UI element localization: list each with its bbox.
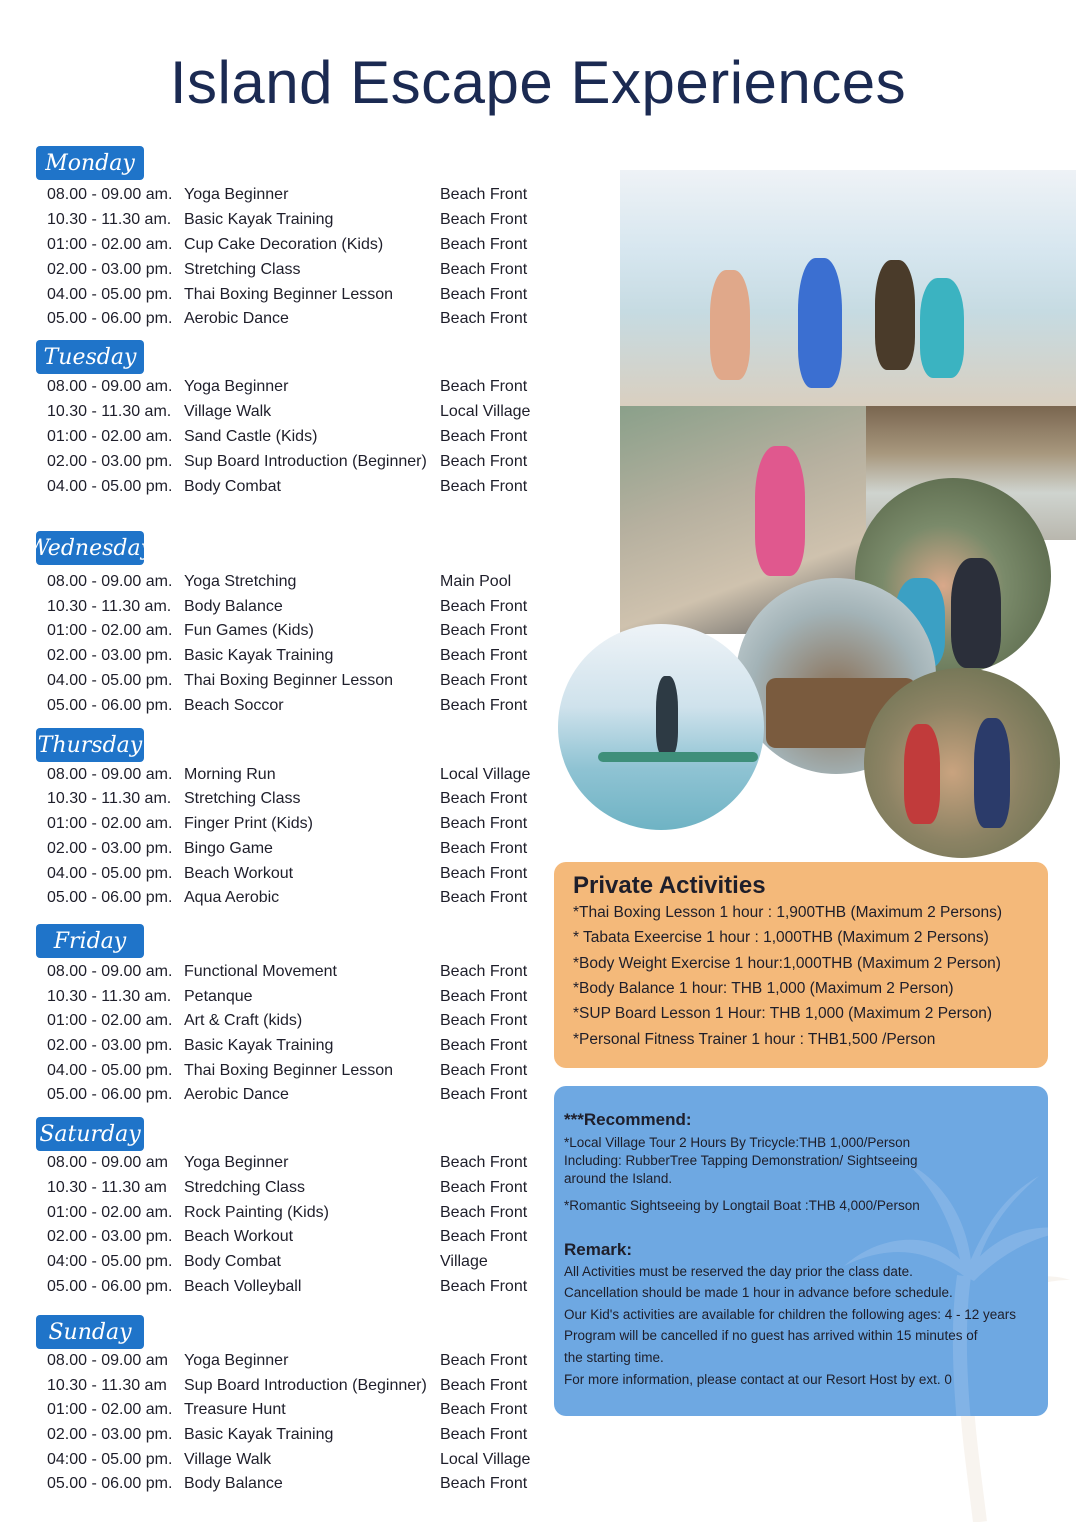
row-activity: Yoga Beginner — [184, 186, 289, 203]
row-location: Beach Front — [440, 1377, 528, 1394]
row-location: Beach Front — [440, 865, 528, 882]
row-activity: Body Combat — [184, 478, 281, 495]
recommend-remark-box — [554, 1086, 1048, 1416]
row-time: 02.00 - 03.00 pm. — [47, 647, 173, 664]
recommend-heading: ***Recommend: — [564, 1110, 692, 1129]
row-activity: Stredching Class — [184, 1179, 305, 1196]
row-activity: Basic Kayak Training — [184, 647, 334, 664]
schedule-row — [0, 573, 560, 597]
remark-line: Cancellation should be made 1 hour in advance before schedule. — [564, 1285, 953, 1300]
day-badge-wednesday: Wednesday — [36, 531, 144, 565]
row-activity: Beach Workout — [184, 865, 294, 882]
schedule-row — [0, 963, 560, 987]
row-location: Beach Front — [440, 672, 528, 689]
row-activity: Yoga Beginner — [184, 1154, 289, 1171]
row-time: 05.00 - 06.00 pm. — [47, 310, 173, 327]
schedule-row — [0, 1037, 560, 1061]
recommend-tour-line: around the Island. — [564, 1171, 673, 1186]
row-time: 10.30 - 11.30 am. — [47, 403, 172, 420]
row-location: Beach Front — [440, 647, 528, 664]
row-activity: Thai Boxing Beginner Lesson — [184, 286, 394, 303]
row-time: 04:00 - 05.00 pm. — [47, 1253, 173, 1270]
recommend-tour-line: *Local Village Tour 2 Hours By Tricycle:THB 1,000/Person — [564, 1135, 911, 1150]
row-time: 08.00 - 09.00 am. — [47, 573, 173, 590]
row-location: Beach Front — [440, 622, 528, 639]
row-time: 08.00 - 09.00 am. — [47, 766, 173, 783]
row-activity: Stretching Class — [184, 261, 301, 278]
row-activity: Functional Movement — [184, 963, 337, 980]
row-activity: Yoga Stretching — [184, 573, 297, 590]
row-time: 04.00 - 05.00 pm. — [47, 672, 173, 689]
row-activity: Beach Soccor — [184, 697, 284, 714]
schedule-row — [0, 1086, 560, 1110]
schedule-row — [0, 622, 560, 646]
schedule-row — [0, 1278, 560, 1302]
row-location: Beach Front — [440, 889, 528, 906]
row-time: 04.00 - 05.00 pm. — [47, 1062, 173, 1079]
row-time: 04:00 - 05.00 pm. — [47, 1451, 173, 1468]
row-activity: Body Balance — [184, 1475, 283, 1492]
schedule-row — [0, 840, 560, 864]
row-location: Beach Front — [440, 186, 528, 203]
row-location: Beach Front — [440, 478, 528, 495]
page-title: Island Escape Experiences — [169, 49, 907, 116]
row-time: 08.00 - 09.00 am. — [47, 186, 173, 203]
schedule-row — [0, 236, 560, 260]
row-activity: Sand Castle (Kids) — [184, 428, 318, 445]
row-time: 05.00 - 06.00 pm. — [47, 889, 173, 906]
schedule-row — [0, 1401, 560, 1425]
row-location: Beach Front — [440, 286, 528, 303]
row-time: 02.00 - 03.00 pm. — [47, 1228, 173, 1245]
schedule-row — [0, 1451, 560, 1475]
row-time: 04.00 - 05.00 pm. — [47, 865, 173, 882]
recommend-tour-line: Including: RubberTree Tapping Demonstration/ Sightseeing — [564, 1153, 918, 1168]
row-activity: Petanque — [184, 988, 253, 1005]
row-location: Beach Front — [440, 1475, 528, 1492]
schedule-row — [0, 889, 560, 913]
row-activity: Basic Kayak Training — [184, 1037, 334, 1054]
private-activities-heading: Private Activities — [573, 872, 766, 899]
schedule-row — [0, 378, 560, 402]
row-location: Village — [440, 1253, 488, 1270]
schedule-row — [0, 815, 560, 839]
schedule-row — [0, 598, 560, 622]
schedule-row — [0, 1377, 560, 1401]
private-activity-item: * Tabata Exeercise 1 hour : 1,000THB (Maximum 2 Persons) — [573, 929, 989, 946]
schedule-row — [0, 1253, 560, 1277]
day-badge-monday: Monday — [36, 146, 144, 180]
schedule-row — [0, 186, 560, 210]
row-time: 10.30 - 11.30 am — [47, 1179, 167, 1196]
schedule-row — [0, 403, 560, 427]
row-activity: Morning Run — [184, 766, 276, 783]
row-activity: Basic Kayak Training — [184, 1426, 334, 1443]
row-location: Beach Front — [440, 1086, 528, 1103]
photo-figure — [755, 446, 805, 576]
row-location: Beach Front — [440, 236, 528, 253]
row-location: Local Village — [440, 403, 531, 420]
schedule-row — [0, 211, 560, 235]
photo-figure — [951, 558, 1001, 668]
schedule-row — [0, 1012, 560, 1036]
row-activity: Body Combat — [184, 1253, 281, 1270]
row-activity: Thai Boxing Beginner Lesson — [184, 1062, 394, 1079]
row-activity: Aerobic Dance — [184, 310, 289, 327]
remark-line: All Activities must be reserved the day prior the class date. — [564, 1264, 913, 1279]
row-time: 01:00 - 02.00 am. — [47, 236, 173, 253]
private-activities-box — [554, 862, 1048, 1068]
row-activity: Yoga Beginner — [184, 378, 289, 395]
row-time: 01:00 - 02.00 am. — [47, 1401, 173, 1418]
schedule-row — [0, 1352, 560, 1376]
row-location: Beach Front — [440, 1154, 528, 1171]
schedule-row — [0, 1179, 560, 1203]
row-time: 02.00 - 03.00 pm. — [47, 1037, 173, 1054]
photo-kids-running-beach — [620, 170, 1076, 406]
row-time: 02.00 - 03.00 pm. — [47, 261, 173, 278]
recommend-boat: *Romantic Sightseeing by Longtail Boat :THB 4,000/Person — [564, 1198, 920, 1213]
row-activity: Rock Painting (Kids) — [184, 1204, 329, 1221]
day-badge-tuesday: Tuesday — [36, 340, 144, 374]
row-activity: Cup Cake Decoration (Kids) — [184, 236, 384, 253]
row-time: 10.30 - 11.30 am. — [47, 790, 172, 807]
photo-figure — [920, 278, 964, 378]
row-location: Beach Front — [440, 1278, 528, 1295]
row-location: Beach Front — [440, 963, 528, 980]
row-time: 08.00 - 09.00 am. — [47, 963, 173, 980]
row-activity: Art & Craft (kids) — [184, 1012, 303, 1029]
row-activity: Treasure Hunt — [184, 1401, 286, 1418]
row-location: Beach Front — [440, 988, 528, 1005]
row-activity: Sup Board Introduction (Beginner) — [184, 1377, 427, 1394]
row-location: Beach Front — [440, 428, 528, 445]
schedule-row — [0, 261, 560, 285]
schedule-row — [0, 672, 560, 696]
schedule-row — [0, 865, 560, 889]
remark-line: Program will be cancelled if no guest has arrived within 15 minutes of — [564, 1328, 978, 1343]
day-badge-sunday: Sunday — [36, 1315, 144, 1349]
row-location: Beach Front — [440, 1352, 528, 1369]
remark-line: Our Kid's activities are available for children the following ages: 4 - 12 years — [564, 1307, 1017, 1322]
row-location: Beach Front — [440, 1426, 528, 1443]
row-time: 01:00 - 02.00 am. — [47, 815, 173, 832]
private-activity-item: *Thai Boxing Lesson 1 hour : 1,900THB (Maximum 2 Persons) — [573, 904, 1003, 921]
day-badge-thursday: Thursday — [36, 728, 144, 762]
row-time: 08.00 - 09.00 am — [47, 1352, 168, 1369]
row-time: 02.00 - 03.00 pm. — [47, 453, 173, 470]
row-location: Beach Front — [440, 598, 528, 615]
schedule-row — [0, 1062, 560, 1086]
row-location: Beach Front — [440, 310, 528, 327]
row-activity: Beach Workout — [184, 1228, 294, 1245]
photo-sup-board — [558, 624, 764, 830]
row-location: Beach Front — [440, 1179, 528, 1196]
row-location: Beach Front — [440, 211, 528, 228]
row-time: 05.00 - 06.00 pm. — [47, 1278, 173, 1295]
row-activity: Thai Boxing Beginner Lesson — [184, 672, 394, 689]
row-time: 04.00 - 05.00 pm. — [47, 286, 173, 303]
row-time: 08.00 - 09.00 am. — [47, 378, 173, 395]
schedule-row — [0, 428, 560, 452]
row-time: 01:00 - 02.00 am. — [47, 1012, 173, 1029]
row-location: Beach Front — [440, 1204, 528, 1221]
row-time: 01:00 - 02.00 am. — [47, 1204, 173, 1221]
row-activity: Sup Board Introduction (Beginner) — [184, 453, 427, 470]
photo-thai-boxing — [864, 668, 1060, 858]
row-time: 10.30 - 11.30 am. — [47, 211, 172, 228]
remark-heading: Remark: — [564, 1240, 633, 1259]
photo-figure — [798, 258, 842, 388]
row-time: 10.30 - 11.30 am. — [47, 988, 172, 1005]
row-time: 04.00 - 05.00 pm. — [47, 478, 173, 495]
row-time: 01:00 - 02.00 am. — [47, 622, 173, 639]
private-activity-item: *Body Balance 1 hour: THB 1,000 (Maximum 2 Person) — [573, 980, 954, 997]
private-activity-item: *Body Weight Exercise 1 hour:1,000THB (Maximum 2 Person) — [573, 955, 1001, 972]
schedule-row — [0, 1228, 560, 1252]
row-time: 02.00 - 03.00 pm. — [47, 840, 173, 857]
row-time: 08.00 - 09.00 am — [47, 1154, 168, 1171]
row-location: Beach Front — [440, 261, 528, 278]
row-location: Beach Front — [440, 1012, 528, 1029]
photo-figure — [974, 718, 1010, 828]
row-activity: Yoga Beginner — [184, 1352, 289, 1369]
row-activity: Village Walk — [184, 1451, 272, 1468]
photo-figure — [875, 260, 915, 370]
schedule-row — [0, 286, 560, 310]
row-time: 02.00 - 03.00 pm. — [47, 1426, 173, 1443]
private-activity-item: *Personal Fitness Trainer 1 hour : THB1,500 /Person — [573, 1031, 936, 1048]
row-location: Local Village — [440, 766, 531, 783]
schedule-row — [0, 478, 560, 502]
photo-figure — [904, 724, 940, 824]
row-location: Beach Front — [440, 840, 528, 857]
schedule-row — [0, 790, 560, 814]
photo-figure — [598, 752, 758, 762]
row-time: 01:00 - 02.00 am. — [47, 428, 173, 445]
row-location: Beach Front — [440, 1062, 528, 1079]
row-time: 10.30 - 11.30 am — [47, 1377, 167, 1394]
row-activity: Basic Kayak Training — [184, 211, 334, 228]
remark-line: the starting time. — [564, 1350, 664, 1365]
schedule-row — [0, 1475, 560, 1499]
schedule-row — [0, 647, 560, 671]
schedule-row — [0, 1426, 560, 1450]
remark-line: For more information, please contact at our Resort Host by ext. 0 — [564, 1372, 952, 1387]
schedule-row — [0, 697, 560, 721]
row-activity: Stretching Class — [184, 790, 301, 807]
row-time: 10.30 - 11.30 am. — [47, 598, 172, 615]
schedule-row — [0, 1204, 560, 1228]
schedule-row — [0, 988, 560, 1012]
row-activity: Body Balance — [184, 598, 283, 615]
row-time: 05.00 - 06.00 pm. — [47, 697, 173, 714]
schedule-row — [0, 1154, 560, 1178]
row-location: Beach Front — [440, 815, 528, 832]
row-location: Local Village — [440, 1451, 531, 1468]
row-activity: Aqua Aerobic — [184, 889, 280, 906]
row-location: Beach Front — [440, 1401, 528, 1418]
photo-figure — [710, 270, 750, 380]
row-activity: Fun Games (Kids) — [184, 622, 314, 639]
row-location: Beach Front — [440, 1037, 528, 1054]
day-badge-friday: Friday — [36, 924, 144, 958]
row-activity: Finger Print (Kids) — [184, 815, 313, 832]
photo-figure — [656, 676, 678, 756]
day-badge-saturday: Saturday — [36, 1117, 144, 1151]
row-location: Beach Front — [440, 697, 528, 714]
schedule-row — [0, 766, 560, 790]
row-time: 05.00 - 06.00 pm. — [47, 1086, 173, 1103]
row-activity: Bingo Game — [184, 840, 273, 857]
row-location: Beach Front — [440, 1228, 528, 1245]
schedule-row — [0, 310, 560, 334]
row-location: Main Pool — [440, 573, 512, 590]
row-activity: Aerobic Dance — [184, 1086, 289, 1103]
schedule-row — [0, 453, 560, 477]
row-location: Beach Front — [440, 378, 528, 395]
row-location: Beach Front — [440, 790, 528, 807]
row-location: Beach Front — [440, 453, 528, 470]
private-activity-item: *SUP Board Lesson 1 Hour: THB 1,000 (Maximum 2 Person) — [573, 1005, 992, 1022]
row-activity: Beach Volleyball — [184, 1278, 302, 1295]
row-activity: Village Walk — [184, 403, 272, 420]
row-time: 05.00 - 06.00 pm. — [47, 1475, 173, 1492]
